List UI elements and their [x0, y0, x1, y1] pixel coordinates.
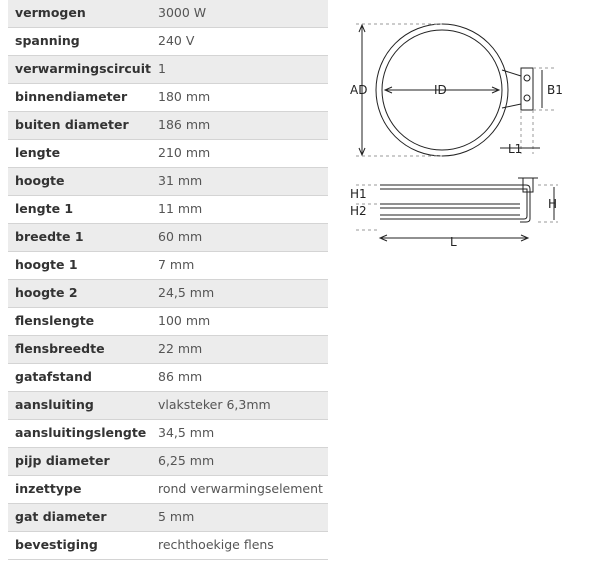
flange-hole-1	[524, 75, 530, 81]
spec-label: lengte 1	[8, 196, 151, 224]
spec-row	[8, 0, 328, 28]
spec-row	[8, 196, 328, 224]
flange-hole-2	[524, 95, 530, 101]
spec-value: 3000 W	[151, 0, 328, 28]
spec-label: hoogte 1	[8, 252, 151, 280]
label-l1: L1	[508, 142, 523, 156]
spec-value: 5 mm	[151, 504, 328, 532]
spec-row	[8, 420, 328, 448]
spec-row	[8, 84, 328, 112]
tube-bend	[520, 185, 530, 222]
spec-label: binnendiameter	[8, 84, 151, 112]
spec-value: 180 mm	[151, 84, 328, 112]
spec-value: 86 mm	[151, 364, 328, 392]
spec-value: rechthoekige flens	[151, 532, 328, 560]
spec-label: verwarmingscircuit	[8, 56, 151, 84]
spec-value: 210 mm	[151, 140, 328, 168]
top-view	[356, 24, 557, 156]
spec-row	[8, 392, 328, 420]
spec-value: 100 mm	[151, 308, 328, 336]
spec-row	[8, 56, 328, 84]
spec-value: 6,25 mm	[151, 448, 328, 476]
tube-bend-inner	[520, 189, 527, 219]
spec-label: gatafstand	[8, 364, 151, 392]
spec-row	[8, 308, 328, 336]
spec-value: 11 mm	[151, 196, 328, 224]
spec-value: 1	[151, 56, 328, 84]
spec-value: 22 mm	[151, 336, 328, 364]
spec-row	[8, 224, 328, 252]
spec-label: hoogte 2	[8, 280, 151, 308]
spec-value: 34,5 mm	[151, 420, 328, 448]
label-l: L	[450, 235, 457, 249]
spec-value: rond verwarmingselement	[151, 476, 328, 504]
spec-label: aansluitingslengte	[8, 420, 151, 448]
flange	[521, 68, 533, 110]
spec-row	[8, 364, 328, 392]
spec-table-body	[8, 0, 328, 560]
spec-row	[8, 140, 328, 168]
spec-label: pijp diameter	[8, 448, 151, 476]
spec-label: flensbreedte	[8, 336, 151, 364]
spec-label: bevestiging	[8, 532, 151, 560]
label-h1: H1	[350, 187, 367, 201]
label-id: ID	[434, 83, 447, 97]
spec-value: 240 V	[151, 28, 328, 56]
spec-label: aansluiting	[8, 392, 151, 420]
spec-row	[8, 168, 328, 196]
spec-row	[8, 504, 328, 532]
spec-label: inzettype	[8, 476, 151, 504]
spec-value: 24,5 mm	[151, 280, 328, 308]
label-ad: AD	[350, 83, 368, 97]
spec-label: hoogte	[8, 168, 151, 196]
spec-row	[8, 448, 328, 476]
spec-row	[8, 252, 328, 280]
spec-value: vlaksteker 6,3mm	[151, 392, 328, 420]
spec-label: spanning	[8, 28, 151, 56]
spec-label: flenslengte	[8, 308, 151, 336]
spec-row	[8, 532, 328, 560]
spec-row	[8, 28, 328, 56]
spec-row	[8, 476, 328, 504]
spec-label: gat diameter	[8, 504, 151, 532]
spec-value: 31 mm	[151, 168, 328, 196]
label-h: H	[548, 197, 558, 211]
spec-label: lengte	[8, 140, 151, 168]
spec-row	[8, 280, 328, 308]
side-view	[356, 178, 558, 241]
spec-table	[8, 0, 328, 560]
spec-value: 186 mm	[151, 112, 328, 140]
spec-row	[8, 112, 328, 140]
spec-row	[8, 336, 328, 364]
label-h2: H2	[350, 204, 367, 218]
spec-label: buiten diameter	[8, 112, 151, 140]
spec-label: breedte 1	[8, 224, 151, 252]
spec-label: vermogen	[8, 0, 151, 28]
label-b1: B1	[547, 83, 563, 97]
technical-diagram	[342, 8, 582, 258]
tube-upper	[502, 70, 521, 76]
spec-value: 7 mm	[151, 252, 328, 280]
tube-lower	[502, 104, 521, 108]
spec-value: 60 mm	[151, 224, 328, 252]
